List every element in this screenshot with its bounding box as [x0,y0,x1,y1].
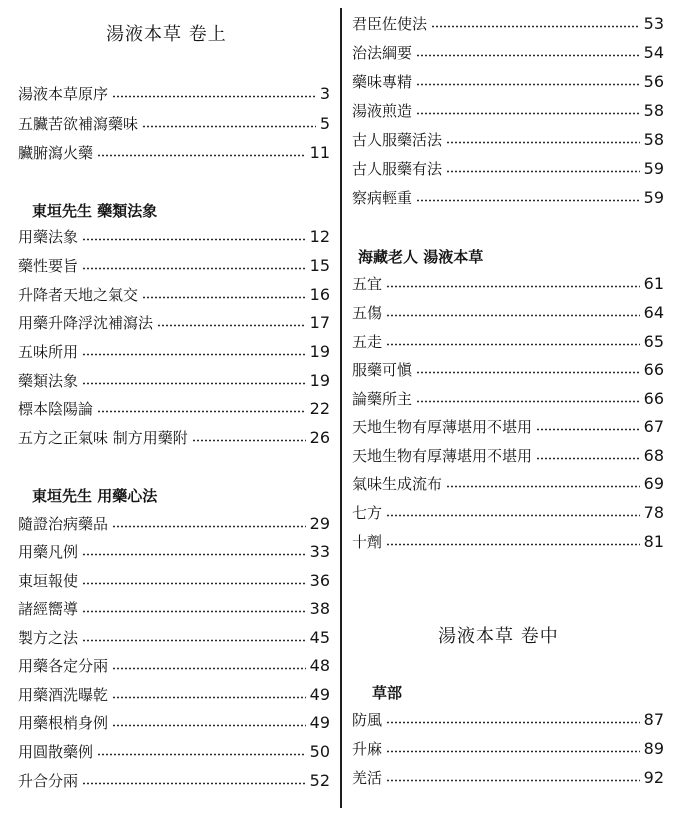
toc-entry: 治法綱要 54 [352,42,664,62]
toc-entry: 用藥根梢身例 49 [18,712,330,732]
toc-entry: 論藥所主 66 [352,388,664,408]
toc-entry: 七方 78 [352,502,664,522]
toc-entry: 藥性要旨 15 [18,255,330,275]
toc-entry: 東垣報使 36 [18,570,330,590]
toc-entry: 用藥各定分兩 48 [18,655,330,675]
toc-entry: 製方之法 45 [18,627,330,647]
toc-entry: 十劑 81 [352,531,664,551]
toc-entry: 天地生物有厚薄堪用不堪用 68 [352,445,664,465]
section-heading: 草部 [372,684,403,702]
toc-entry: 用藥法象 12 [18,226,330,246]
toc-entry: 氣味生成流布 69 [352,473,664,493]
toc-entry: 五宜 61 [352,273,664,293]
toc-entry: 五味所用 19 [18,341,330,361]
toc-entry: 君臣佐使法 53 [352,13,664,33]
toc-entry: 升降者天地之氣交 16 [18,284,330,304]
toc-entry: 古人服藥有法 59 [352,158,664,178]
toc-entry: 湯液煎造 58 [352,100,664,120]
volume-title-middle: 湯液本草 卷中 [438,626,559,647]
toc-entry: 用圓散藥例 50 [18,741,330,761]
toc-entry: 用藥酒洗曝乾 49 [18,684,330,704]
toc-entry: 防風 87 [352,709,664,729]
section-heading: 東垣先生 用藥心法 [32,487,158,505]
toc-entry: 五方之正氣味 制方用藥附 26 [18,427,330,447]
toc-entry: 藥味專精 56 [352,71,664,91]
section-heading: 海藏老人 湯液本草 [358,248,484,266]
column-divider [340,8,342,808]
volume-title-upper: 湯液本草 卷上 [106,24,227,45]
toc-entry: 用藥凡例 33 [18,541,330,561]
toc-entry: 標本陰陽論 22 [18,398,330,418]
toc-entry: 藥類法象 19 [18,370,330,390]
toc-entry: 服藥可愼 66 [352,359,664,379]
toc-entry: 五走 65 [352,331,664,351]
toc-entry: 升合分兩 52 [18,770,330,790]
toc-entry: 羌活 92 [352,767,664,787]
toc-entry: 五臟苦欲補瀉藥味 5 [18,113,330,133]
toc-entry: 天地生物有厚薄堪用不堪用 67 [352,416,664,436]
toc-entry: 升麻 89 [352,738,664,758]
toc-entry: 諸經嚮導 38 [18,598,330,618]
toc-entry: 察病輕重 59 [352,187,664,207]
toc-entry: 五傷 64 [352,302,664,322]
toc-entry: 臟腑瀉火藥 11 [18,142,330,162]
toc-entry: 用藥升降浮沈補瀉法 17 [18,312,330,332]
toc-entry: 湯液本草原序 3 [18,83,330,103]
section-heading: 東垣先生 藥類法象 [32,202,158,220]
toc-entry: 隨證治病藥品 29 [18,513,330,533]
toc-entry: 古人服藥活法 58 [352,129,664,149]
